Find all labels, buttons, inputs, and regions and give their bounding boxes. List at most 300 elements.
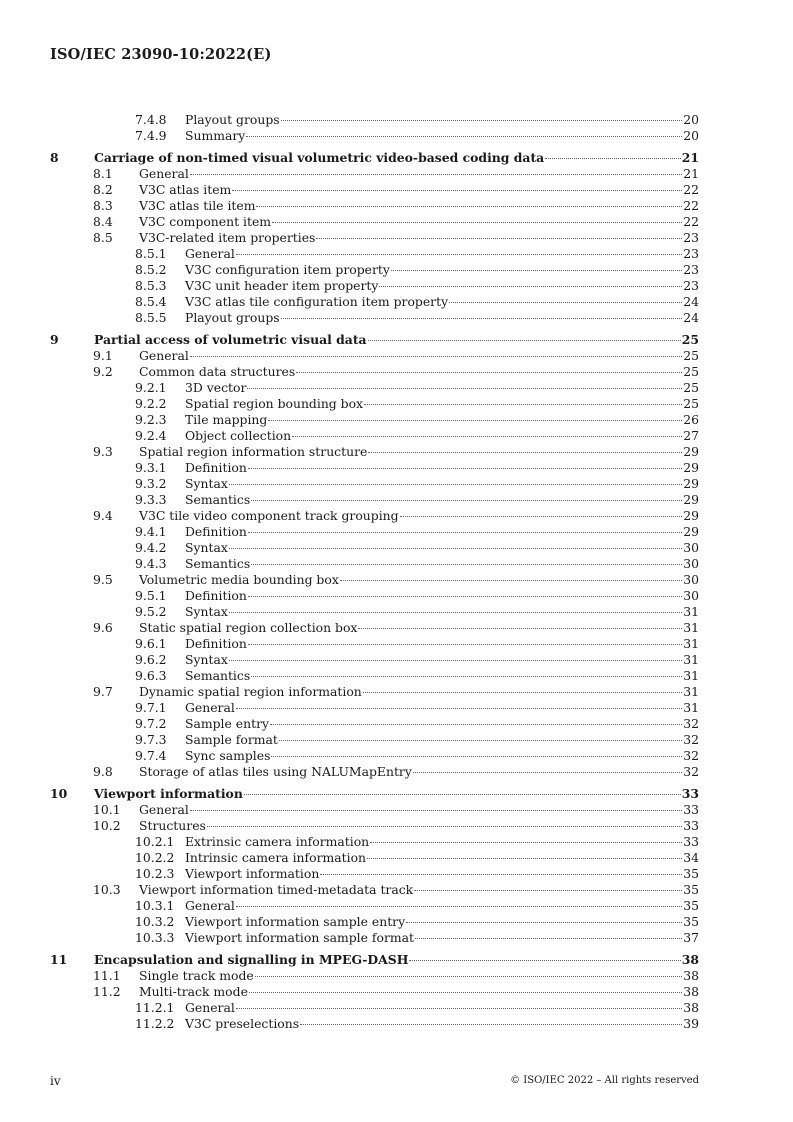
toc-entry-number: 9.8 xyxy=(93,764,113,779)
toc-entry-title: Sample format xyxy=(185,732,278,747)
toc-entry[interactable] xyxy=(50,984,699,1000)
toc-entry[interactable] xyxy=(50,112,699,128)
toc-entry[interactable] xyxy=(50,684,699,700)
toc-entry-line xyxy=(139,572,699,588)
toc-entry-line xyxy=(185,748,699,764)
dot-leader xyxy=(207,826,682,827)
toc-entry-page: 31 xyxy=(683,668,699,683)
dot-leader xyxy=(229,548,682,549)
dot-leader xyxy=(379,286,682,287)
toc-entry-number: 9.4.3 xyxy=(135,556,167,571)
toc-entry-line xyxy=(185,396,699,412)
toc-entry-line xyxy=(185,850,699,866)
dot-leader xyxy=(281,318,683,319)
toc-entry-title: Definition xyxy=(185,636,247,651)
dot-leader xyxy=(368,452,682,453)
toc-entry[interactable] xyxy=(50,834,699,850)
toc-entry-line xyxy=(139,230,699,246)
dot-leader xyxy=(229,612,682,613)
toc-entry-line xyxy=(139,802,699,818)
dot-leader xyxy=(281,120,683,121)
toc-entry-number: 9.2.1 xyxy=(135,380,167,395)
toc-entry-title: General xyxy=(139,802,189,817)
toc-entry[interactable] xyxy=(50,882,699,898)
toc-entry-title: Playout groups xyxy=(185,310,280,325)
toc-entry-page: 23 xyxy=(683,230,699,245)
toc-entry-title: Sync samples xyxy=(185,748,271,763)
toc-entry-number: 9.4.1 xyxy=(135,524,167,539)
toc-entry[interactable] xyxy=(50,556,699,572)
toc-entry-number: 8.5.3 xyxy=(135,278,167,293)
dot-leader xyxy=(268,420,682,421)
toc-entry[interactable] xyxy=(50,668,699,684)
toc-entry[interactable] xyxy=(50,620,699,636)
toc-entry[interactable] xyxy=(50,850,699,866)
toc-entry-title: Semantics xyxy=(185,668,251,683)
toc-entry-title: Semantics xyxy=(185,492,251,507)
dot-leader xyxy=(271,756,682,757)
dot-leader xyxy=(251,500,682,501)
toc-entry[interactable] xyxy=(50,1016,699,1032)
toc-entry-number: 8.5.2 xyxy=(135,262,167,277)
toc-entry-number: 9.4 xyxy=(93,508,113,523)
toc-entry-line xyxy=(139,818,699,834)
toc-entry[interactable] xyxy=(50,968,699,984)
dot-leader xyxy=(249,992,682,993)
toc-entry-page: 31 xyxy=(683,604,699,619)
toc-entry-page: 24 xyxy=(683,294,699,309)
toc-entry-number: 8.5.1 xyxy=(135,246,167,261)
toc-entry-page: 29 xyxy=(683,508,699,523)
toc-entry-number: 9.2.3 xyxy=(135,412,167,427)
toc-entry-line xyxy=(139,968,699,984)
toc-chapter-entry[interactable] xyxy=(50,952,699,968)
dot-leader xyxy=(292,436,682,437)
toc-entry[interactable] xyxy=(50,246,699,262)
toc-entry[interactable] xyxy=(50,166,699,182)
dot-leader xyxy=(256,206,682,207)
toc-entry[interactable] xyxy=(50,214,699,230)
toc-entry[interactable] xyxy=(50,364,699,380)
toc-entry-title: V3C-related item properties xyxy=(139,230,316,245)
dot-leader xyxy=(190,356,682,357)
toc-entry-line xyxy=(139,508,699,524)
dot-leader xyxy=(368,340,681,341)
dot-leader xyxy=(300,1024,682,1025)
toc-entry-page: 35 xyxy=(683,898,699,913)
toc-entry[interactable] xyxy=(50,802,699,818)
toc-entry-title: V3C atlas tile item xyxy=(139,198,256,213)
toc-entry-line xyxy=(185,310,699,326)
toc-entry[interactable] xyxy=(50,898,699,914)
toc-entry-title: V3C preselections xyxy=(185,1016,300,1031)
toc-entry-title: V3C atlas item xyxy=(139,182,232,197)
toc-entry-number: 11 xyxy=(50,952,68,967)
toc-entry[interactable] xyxy=(50,444,699,460)
toc-entry-number: 9.5.1 xyxy=(135,588,167,603)
toc-entry-line xyxy=(185,930,699,946)
toc-entry[interactable] xyxy=(50,818,699,834)
toc-entry-number: 9.7.4 xyxy=(135,748,167,763)
dot-leader xyxy=(232,190,682,191)
toc-entry-page: 30 xyxy=(683,556,699,571)
toc-entry[interactable] xyxy=(50,748,699,764)
toc-entry-title: V3C configuration item property xyxy=(185,262,390,277)
toc-entry-number: 9.6.3 xyxy=(135,668,167,683)
toc-entry-number: 9 xyxy=(50,332,59,347)
toc-entry-number: 10.2 xyxy=(93,818,121,833)
toc-entry-title: Syntax xyxy=(185,540,228,555)
toc-entry-line xyxy=(94,332,699,348)
dot-leader xyxy=(364,404,682,405)
dot-leader xyxy=(272,222,682,223)
toc-entry-line xyxy=(139,764,699,780)
dot-leader xyxy=(244,794,681,795)
dot-leader xyxy=(358,628,682,629)
toc-entry-title: General xyxy=(139,348,189,363)
toc-entry-title: Playout groups xyxy=(185,112,280,127)
dot-leader xyxy=(248,532,682,533)
document-id: ISO/IEC 23090-10:2022(E) xyxy=(50,46,272,63)
toc-entry-page: 25 xyxy=(683,396,699,411)
toc-entry-page: 21 xyxy=(681,150,699,165)
toc-entry[interactable] xyxy=(50,492,699,508)
toc-chapter-entry[interactable] xyxy=(50,786,699,802)
toc-entry[interactable] xyxy=(50,262,699,278)
toc-entry-page: 33 xyxy=(683,802,699,817)
toc-entry-title: Volumetric media bounding box xyxy=(139,572,339,587)
toc-entry[interactable] xyxy=(50,572,699,588)
toc-entry[interactable] xyxy=(50,348,699,364)
toc-entry-line xyxy=(185,476,699,492)
dot-leader xyxy=(320,874,682,875)
toc-entry-number: 10.1 xyxy=(93,802,121,817)
toc-entry[interactable] xyxy=(50,588,699,604)
toc-entry[interactable] xyxy=(50,428,699,444)
dot-leader xyxy=(190,174,682,175)
toc-entry[interactable] xyxy=(50,128,699,144)
toc-entry-line xyxy=(139,444,699,460)
toc-entry-line xyxy=(185,732,699,748)
toc-entry-page: 25 xyxy=(683,364,699,379)
dot-leader xyxy=(279,740,682,741)
toc-entry[interactable] xyxy=(50,652,699,668)
toc-entry-line xyxy=(185,278,699,294)
toc-entry-title: V3C component item xyxy=(139,214,272,229)
dot-leader xyxy=(246,136,682,137)
toc-entry-page: 21 xyxy=(683,166,699,181)
toc-entry[interactable] xyxy=(50,732,699,748)
dot-leader xyxy=(236,254,682,255)
toc-entry-number: 9.2.4 xyxy=(135,428,167,443)
toc-entry-page: 33 xyxy=(683,818,699,833)
toc-entry-page: 29 xyxy=(683,476,699,491)
page-number: iv xyxy=(50,1074,61,1088)
toc-entry-line xyxy=(139,620,699,636)
toc-entry-page: 35 xyxy=(683,914,699,929)
toc-entry-title: Syntax xyxy=(185,604,228,619)
toc-entry-title: V3C tile video component track grouping xyxy=(139,508,399,523)
dot-leader xyxy=(236,708,682,709)
toc-entry-line xyxy=(139,882,699,898)
toc-entry-page: 25 xyxy=(683,348,699,363)
toc-entry-number: 10.3.1 xyxy=(135,898,175,913)
toc-entry-number: 8.2 xyxy=(93,182,113,197)
dot-leader xyxy=(409,960,680,961)
toc-entry-page: 31 xyxy=(683,684,699,699)
toc-entry-title: Object collection xyxy=(185,428,292,443)
toc-entry-title: General xyxy=(139,166,189,181)
toc-entry-page: 31 xyxy=(683,620,699,635)
toc-entry-line xyxy=(185,1000,699,1016)
toc-entry[interactable] xyxy=(50,230,699,246)
toc-entry-title: Viewport information xyxy=(185,866,320,881)
toc-entry-title: Intrinsic camera information xyxy=(185,850,367,865)
toc-entry-line xyxy=(185,668,699,684)
toc-entry[interactable] xyxy=(50,764,699,780)
toc-entry-line xyxy=(185,262,699,278)
dot-leader xyxy=(270,724,682,725)
toc-entry-title: General xyxy=(185,1000,235,1015)
toc-entry-page: 33 xyxy=(681,786,699,801)
toc-entry-line xyxy=(185,112,699,128)
dot-leader xyxy=(316,238,682,239)
toc-entry[interactable] xyxy=(50,700,699,716)
toc-entry-line xyxy=(185,652,699,668)
toc-entry-number: 10.2.2 xyxy=(135,850,175,865)
toc-entry-title: Viewport information sample entry xyxy=(185,914,406,929)
toc-entry-title: Encapsulation and signalling in MPEG-DASH xyxy=(94,952,409,967)
toc-entry-line xyxy=(185,380,699,396)
toc-entry-title: General xyxy=(185,700,235,715)
toc-entry-title: V3C unit header item property xyxy=(185,278,379,293)
toc-entry-line xyxy=(185,834,699,850)
toc-entry-title: Tile mapping xyxy=(185,412,268,427)
toc-entry-number: 9.3.3 xyxy=(135,492,167,507)
toc-entry-number: 10.2.3 xyxy=(135,866,175,881)
toc-entry[interactable] xyxy=(50,524,699,540)
toc-entry-number: 9.1 xyxy=(93,348,113,363)
copyright-notice: © ISO/IEC 2022 – All rights reserved xyxy=(510,1075,699,1086)
dot-leader xyxy=(251,564,682,565)
dot-leader xyxy=(391,270,682,271)
toc-entry-number: 9.7 xyxy=(93,684,113,699)
toc-entry-title: Viewport information xyxy=(94,786,243,801)
toc-entry[interactable] xyxy=(50,508,699,524)
dot-leader xyxy=(229,484,682,485)
toc-entry[interactable] xyxy=(50,1000,699,1016)
toc-entry-page: 38 xyxy=(681,952,699,967)
toc-entry-number: 9.6.2 xyxy=(135,652,167,667)
toc-entry-page: 22 xyxy=(683,182,699,197)
toc-entry-page: 27 xyxy=(683,428,699,443)
toc-entry-number: 10.3.2 xyxy=(135,914,175,929)
toc-entry-line xyxy=(139,348,699,364)
dot-leader xyxy=(545,158,681,159)
toc-entry-number: 9.5.2 xyxy=(135,604,167,619)
dot-leader xyxy=(248,644,682,645)
toc-entry-number: 10.3 xyxy=(93,882,121,897)
toc-entry[interactable] xyxy=(50,604,699,620)
toc-entry-page: 20 xyxy=(683,128,699,143)
toc-entry-line xyxy=(139,214,699,230)
toc-entry-title: Viewport information timed-metadata track xyxy=(139,882,414,897)
toc-entry[interactable] xyxy=(50,380,699,396)
toc-entry-line xyxy=(185,460,699,476)
dot-leader xyxy=(370,842,682,843)
toc-entry-page: 35 xyxy=(683,882,699,897)
toc-entry-page: 25 xyxy=(681,332,699,347)
toc-entry-page: 39 xyxy=(683,1016,699,1031)
toc-entry-title: Single track mode xyxy=(139,968,254,983)
toc-entry-line xyxy=(185,636,699,652)
toc-entry-number: 10.3.3 xyxy=(135,930,175,945)
toc-entry-line xyxy=(185,246,699,262)
toc-entry-page: 23 xyxy=(683,278,699,293)
toc-entry-title: Spatial region information structure xyxy=(139,444,368,459)
toc-entry-line xyxy=(139,198,699,214)
toc-entry-number: 10 xyxy=(50,786,68,801)
toc-entry[interactable] xyxy=(50,310,699,326)
dot-leader xyxy=(236,1008,682,1009)
toc-entry-number: 11.2.2 xyxy=(135,1016,175,1031)
toc-entry-page: 35 xyxy=(683,866,699,881)
toc-entry-number: 11.2 xyxy=(93,984,121,999)
dot-leader xyxy=(255,976,682,977)
toc-entry-number: 7.4.9 xyxy=(135,128,167,143)
toc-entry-number: 9.3 xyxy=(93,444,113,459)
toc-entry-page: 30 xyxy=(683,572,699,587)
toc-entry-number: 11.2.1 xyxy=(135,1000,175,1015)
toc-entry-page: 22 xyxy=(683,198,699,213)
toc-chapter-entry[interactable] xyxy=(50,150,699,166)
toc-entry-number: 7.4.8 xyxy=(135,112,167,127)
toc-entry-number: 9.2 xyxy=(93,364,113,379)
dot-leader xyxy=(229,660,682,661)
toc-entry-number: 9.7.2 xyxy=(135,716,167,731)
toc-entry[interactable] xyxy=(50,294,699,310)
toc-entry-title: Definition xyxy=(185,588,247,603)
toc-entry-line xyxy=(185,1016,699,1032)
toc-entry[interactable] xyxy=(50,930,699,946)
toc-entry[interactable] xyxy=(50,866,699,882)
toc-entry-page: 29 xyxy=(683,524,699,539)
dot-leader xyxy=(248,596,682,597)
dot-leader xyxy=(296,372,682,373)
toc-entry-page: 25 xyxy=(683,380,699,395)
toc-entry-number: 8 xyxy=(50,150,59,165)
toc-entry-title: Carriage of non-timed visual volumetric video-based coding data xyxy=(94,150,545,165)
toc-entry-title: Definition xyxy=(185,524,247,539)
toc-entry-title: V3C atlas tile configuration item property xyxy=(185,294,449,309)
toc-entry-page: 31 xyxy=(683,636,699,651)
dot-leader xyxy=(415,938,682,939)
toc-entry-number: 9.6 xyxy=(93,620,113,635)
toc-entry-title: Definition xyxy=(185,460,247,475)
toc-entry[interactable] xyxy=(50,914,699,930)
toc-entry-line xyxy=(94,150,699,166)
toc-entry-page: 31 xyxy=(683,700,699,715)
toc-entry-number: 8.5.4 xyxy=(135,294,167,309)
toc-entry[interactable] xyxy=(50,396,699,412)
toc-entry[interactable] xyxy=(50,636,699,652)
toc-entry-line xyxy=(185,524,699,540)
dot-leader xyxy=(413,772,682,773)
toc-entry-title: Sample entry xyxy=(185,716,270,731)
dot-leader xyxy=(406,922,682,923)
toc-entry-page: 23 xyxy=(683,246,699,261)
toc-entry[interactable] xyxy=(50,198,699,214)
toc-entry-title: Dynamic spatial region information xyxy=(139,684,362,699)
toc-entry-page: 30 xyxy=(683,540,699,555)
toc-entry[interactable] xyxy=(50,182,699,198)
toc-entry-page: 24 xyxy=(683,310,699,325)
dot-leader xyxy=(449,302,682,303)
toc-entry-title: Multi-track mode xyxy=(139,984,248,999)
toc-entry-number: 8.5.5 xyxy=(135,310,167,325)
toc-entry-number: 9.6.1 xyxy=(135,636,167,651)
toc-entry-page: 34 xyxy=(683,850,699,865)
toc-entry-line xyxy=(185,588,699,604)
toc-entry[interactable] xyxy=(50,716,699,732)
toc-entry-number: 9.3.2 xyxy=(135,476,167,491)
toc-entry-title: Syntax xyxy=(185,652,228,667)
toc-entry-line xyxy=(185,128,699,144)
toc-entry-page: 33 xyxy=(683,834,699,849)
toc-entry-line xyxy=(139,984,699,1000)
toc-entry-line xyxy=(185,556,699,572)
toc-entry[interactable] xyxy=(50,278,699,294)
dot-leader xyxy=(367,858,682,859)
toc-entry-line xyxy=(139,364,699,380)
toc-entry-title: Semantics xyxy=(185,556,251,571)
toc-entry-page: 31 xyxy=(683,652,699,667)
toc-entry-page: 32 xyxy=(683,716,699,731)
toc-entry-page: 30 xyxy=(683,588,699,603)
toc-entry-page: 38 xyxy=(683,968,699,983)
toc-entry-page: 32 xyxy=(683,764,699,779)
toc-entry-title: Partial access of volumetric visual data xyxy=(94,332,367,347)
toc-entry-number: 9.5 xyxy=(93,572,113,587)
toc-entry[interactable] xyxy=(50,460,699,476)
toc-entry-line xyxy=(185,914,699,930)
toc-entry-title: Structures xyxy=(139,818,206,833)
toc-entry-title: Spatial region bounding box xyxy=(185,396,364,411)
toc-entry-number: 9.7.1 xyxy=(135,700,167,715)
toc-entry[interactable] xyxy=(50,412,699,428)
toc-entry[interactable] xyxy=(50,540,699,556)
toc-entry-line xyxy=(185,540,699,556)
dot-leader xyxy=(251,676,682,677)
toc-entry-number: 10.2.1 xyxy=(135,834,175,849)
toc-entry-number: 9.4.2 xyxy=(135,540,167,555)
toc-entry-title: General xyxy=(185,246,235,261)
toc-chapter-entry[interactable] xyxy=(50,332,699,348)
toc-entry-line xyxy=(185,866,699,882)
dot-leader xyxy=(248,468,682,469)
toc-entry[interactable] xyxy=(50,476,699,492)
toc-entry-page: 38 xyxy=(683,1000,699,1015)
toc-entry-page: 32 xyxy=(683,732,699,747)
toc-entry-line xyxy=(185,898,699,914)
toc-entry-title: Common data structures xyxy=(139,364,296,379)
toc-entry-page: 29 xyxy=(683,460,699,475)
toc-entry-number: 8.5 xyxy=(93,230,113,245)
toc-entry-line xyxy=(185,428,699,444)
toc-entry-title: Viewport information sample format xyxy=(185,930,414,945)
toc-entry-title: Syntax xyxy=(185,476,228,491)
toc-entry-line xyxy=(185,294,699,310)
